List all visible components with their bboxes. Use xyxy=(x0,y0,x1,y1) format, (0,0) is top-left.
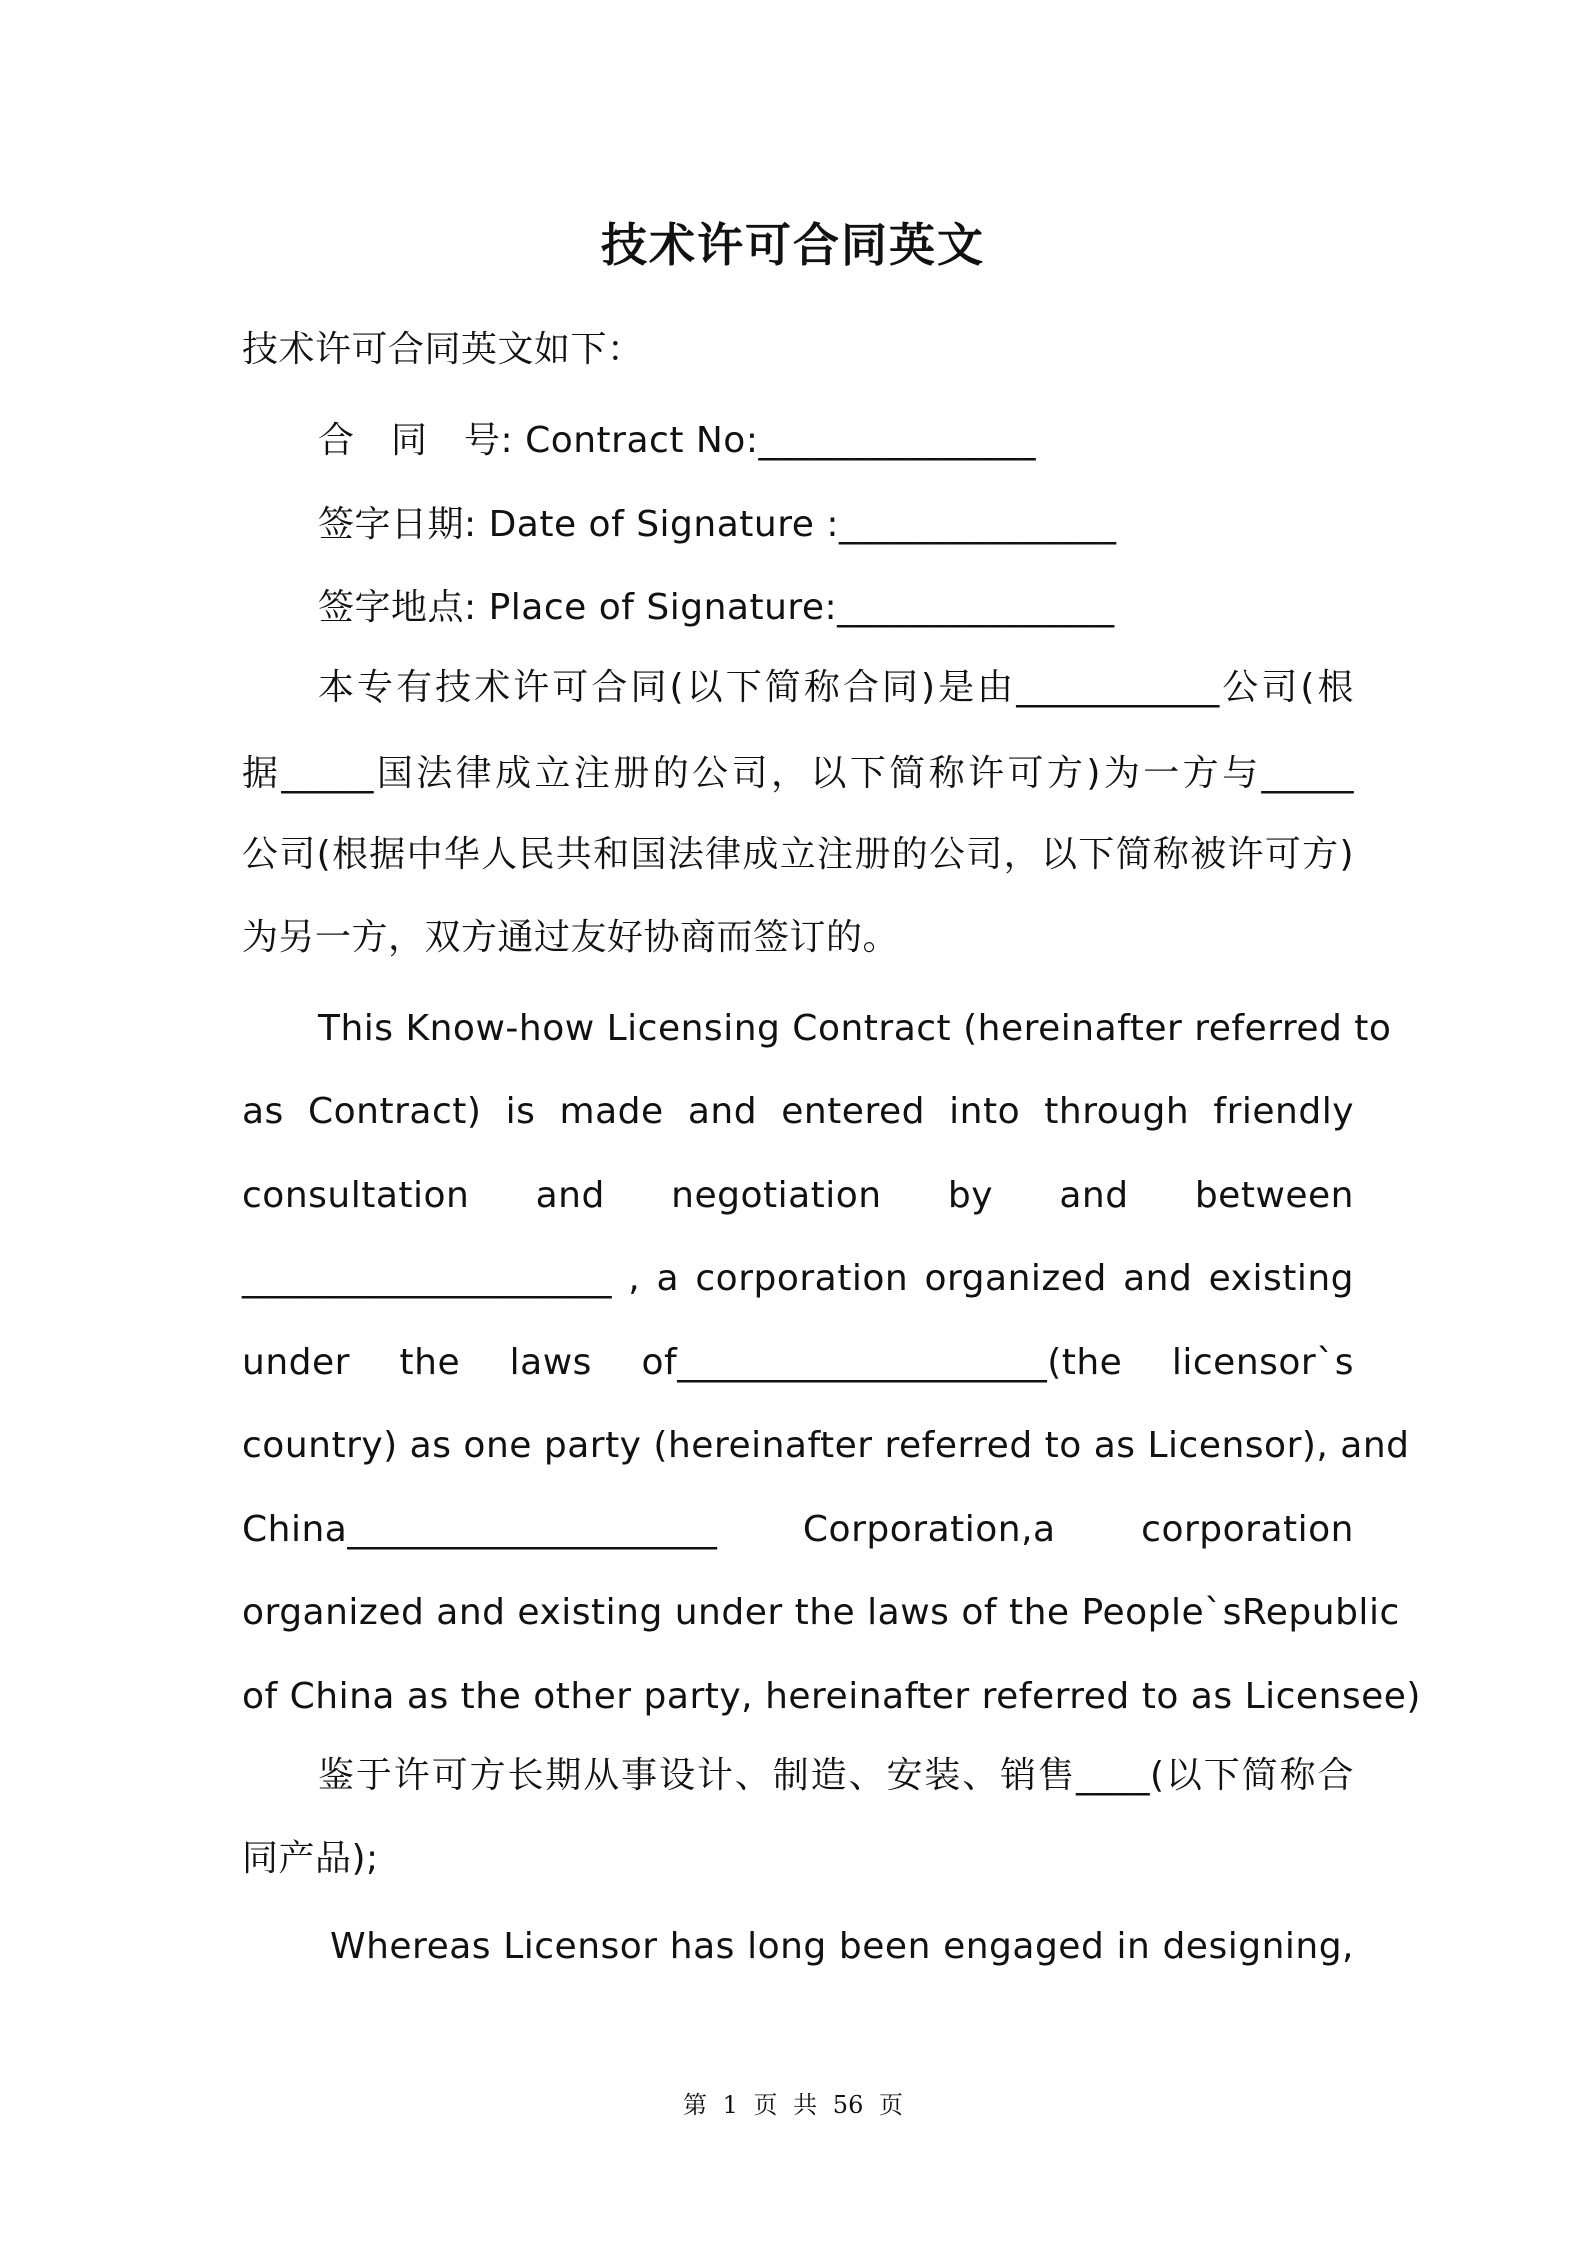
para4-line: Whereas Licensor has long been engaged in designing, xyxy=(330,1926,1354,1967)
para2-line: ____________________ , a corporation organized and existing xyxy=(242,1258,1354,1299)
para2-line: This Know-how Licensing Contract (hereinafter referred to xyxy=(318,1008,1392,1049)
para2-line: as Contract) is made and entered into through friendly xyxy=(242,1091,1354,1132)
intro-line: 技术许可合同英文如下： xyxy=(242,329,644,370)
para1-line: 为另一方，双方通过友好协商而签订的。 xyxy=(242,917,900,958)
contract-number-field: 合 同 号: Contract No:_______________ xyxy=(318,420,1036,461)
para1-line: 据_____国法律成立注册的公司，以下简称许可方)为一方与_____ xyxy=(242,753,1354,794)
signature-date-field: 签字日期: Date of Signature :_______________ xyxy=(318,504,1117,545)
para2-line: organized and existing under the laws of the People`sRepublic xyxy=(242,1592,1400,1633)
para2-line: consultation and negotiation by and between xyxy=(242,1175,1354,1216)
signature-place-field: 签字地点: Place of Signature:_______________ xyxy=(318,587,1115,628)
page-footer: 第 1 页 共 56 页 xyxy=(683,2091,903,2119)
para3-line: 鉴于许可方长期从事设计、制造、安装、销售____(以下简称合 xyxy=(318,1755,1354,1796)
para2-line: China____________________ Corporation,a corporation xyxy=(242,1509,1354,1550)
para1-line: 公司(根据中华人民共和国法律成立注册的公司，以下简称被许可方) xyxy=(242,834,1354,875)
para2-line: under the laws of____________________(the licensor`s xyxy=(242,1342,1354,1383)
document-title: 技术许可合同英文 xyxy=(601,218,985,272)
para1-line: 本专有技术许可合同(以下简称合同)是由___________公司(根 xyxy=(318,667,1354,708)
para3-line: 同产品); xyxy=(242,1838,379,1879)
para2-line: country) as one party (hereinafter referred to as Licensor), and xyxy=(242,1425,1410,1466)
para2-line: of China as the other party, hereinafter referred to as Licensee) xyxy=(242,1676,1421,1717)
